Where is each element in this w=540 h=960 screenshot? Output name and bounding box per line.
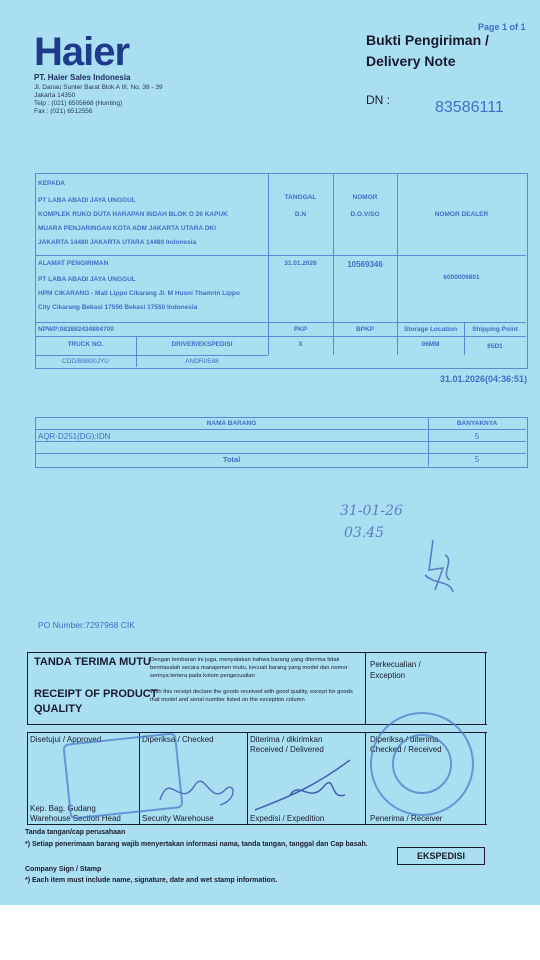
sig-expedition-role: Expedisi / Expedition: [250, 814, 325, 823]
expedition-signature: [250, 750, 360, 820]
po-number: PO Number:7297968 CIK: [38, 620, 135, 630]
note-en: *) Each item must include name, signature, date and wet stamp information.: [25, 877, 278, 884]
sig-approved-label: Disetujui / Approved: [30, 735, 102, 744]
note-id: *) Setiap penerimaan barang wajib menyertakan informasi nama, tanda tangan, tanggal dan Cap basah.: [25, 841, 368, 848]
doc-title-en: Delivery Note: [366, 53, 456, 69]
receipt-text-en: With this receipt declare the goods received with good quality, except for goods that model and serial number listed on the exception column: [150, 689, 353, 703]
total-label: Total: [222, 455, 241, 464]
receipt-text-id: Dengan lembaran ini juga, menyatakan bahwa barang yang diterima tidak bermasalah secara manajemen mutu, kecuali barang yang model dan nomor serinya tertera pada kolom pengecualian: [150, 657, 348, 679]
total-value: 5: [474, 455, 480, 464]
driver-value: ANDRI/E88: [185, 358, 219, 365]
tanggal-value: 31.01.2026: [284, 260, 317, 267]
storage-location-label: Storage Location: [403, 326, 458, 333]
handwritten-signature: [415, 530, 465, 600]
handwritten-date: 31-01-26: [340, 503, 403, 519]
receipt-title-id: TANDA TERIMA MUTU: [34, 656, 151, 668]
exception-label: Perkecualian /: [370, 660, 421, 669]
shipping-point-value: 65D1: [487, 343, 503, 350]
alamat-line: HPM CIKARANG - Mall Lippo Cikarang Jl. M Husni Thamrin Lippo: [38, 290, 240, 297]
alamat-line: PT LABA ABADI JAYA UNGGUL: [38, 276, 136, 283]
items-qty-header: BANYAKNYA: [456, 420, 498, 427]
nomor-value: 10569346: [347, 260, 383, 269]
company-sign-label-en: Company Sign / Stamp: [25, 866, 102, 873]
pkp-value: X: [298, 341, 303, 348]
truck-label: TRUCK NO.: [67, 341, 104, 348]
sig-delivered-label: Diterima / dikirimkan: [250, 735, 323, 744]
kepada-label: KEPADA: [38, 180, 65, 187]
sig-approved-role: Kep. Bag. Gudang: [30, 804, 96, 813]
item-name: AQR-D251(DG):IDN: [38, 432, 111, 441]
tanggal-sub: D.N: [294, 211, 307, 218]
handwritten-time: 03.45: [344, 525, 385, 541]
exception-label-en: Exception: [370, 671, 406, 680]
address-line: Fax : (021) 6512556: [34, 108, 93, 115]
bpkp-label: BPKP: [355, 326, 375, 333]
security-signature: [150, 760, 245, 820]
item-qty: 5: [474, 432, 480, 441]
sig-receiver-role: Penerima / Receiver: [370, 814, 443, 823]
haier-logo: Haier: [34, 30, 130, 74]
address-line: Jl. Danau Sunter Barat Blok A III, No. 38 - 39: [34, 84, 163, 91]
kepada-line: KOMPLEK RUKO DUTA HARAPAN INDAH BLOK O 26 KAPUK: [38, 211, 228, 218]
sig-approved-role-en: Warehouse Section Head: [30, 814, 121, 823]
kepada-line: JAKARTA 14480 JAKARTA UTARA 14480 Indonesia: [38, 239, 197, 246]
receipt-title-en: RECEIPT OF PRODUCT: [34, 688, 158, 700]
sig-security-role: Security Warehouse: [142, 814, 214, 823]
pkp-label: PKP: [293, 326, 308, 333]
tanggal-label: TANGGAL: [284, 194, 317, 201]
dn-number: 83586111: [435, 99, 504, 116]
npwp: NPWP:083882434804700: [38, 326, 114, 333]
nomor-label: NOMOR: [352, 194, 378, 201]
nomor-sub: D.O.V/SO: [350, 211, 380, 218]
sig-delivered-label-en: Received / Delivered: [250, 745, 324, 754]
sig-checked-label: Diperiksa / Checked: [142, 735, 214, 744]
company-round-stamp-inner: [392, 734, 452, 794]
shipping-point-label: Shipping Point: [472, 326, 518, 333]
driver-label: DRIVER/EKSPEDISI: [171, 341, 233, 348]
company-sign-label: Tanda tangan/cap perusahaan: [25, 829, 126, 836]
company-name: PT. Haier Sales Indonesia: [34, 73, 131, 82]
doc-title-id: Bukti Pengiriman /: [366, 32, 489, 48]
dealer-value: 6000009801: [443, 274, 480, 281]
alamat-label: ALAMAT PENGIRIMAN: [38, 260, 109, 267]
items-name-header: NAMA BARANG: [206, 420, 257, 427]
print-timestamp: 31.01.2026(04:36:51): [440, 374, 528, 384]
dn-label: DN :: [366, 93, 390, 107]
receipt-title-en-2: QUALITY: [34, 703, 83, 715]
sig-received-label: Diperiksa / diterima: [370, 735, 439, 744]
truck-value: CDD/B9800JYU: [62, 358, 109, 365]
nomor-dealer-label: NOMOR DEALER: [434, 211, 489, 218]
page-indicator: Page 1 of 1: [478, 22, 526, 32]
page-margin: [0, 905, 540, 960]
storage-location-value: 06MM: [421, 341, 440, 348]
sig-received-label-en: Checked / Received: [370, 745, 442, 754]
kepada-line: MUARA PENJARINGAN KOTA ADM JAKARTA UTARA DKI: [38, 225, 216, 232]
kepada-line: PT LABA ABADI JAYA UNGGUL: [38, 197, 136, 204]
copy-label-ekspedisi: EKSPEDISI: [397, 847, 485, 865]
alamat-line: City Cikarang Bekasi 17550 Bekasi 17550 Indonesia: [38, 304, 198, 311]
address-line: Telp : (021) 6505668 (Hunting): [34, 100, 123, 107]
address-line: Jakarta 14350: [34, 92, 76, 99]
